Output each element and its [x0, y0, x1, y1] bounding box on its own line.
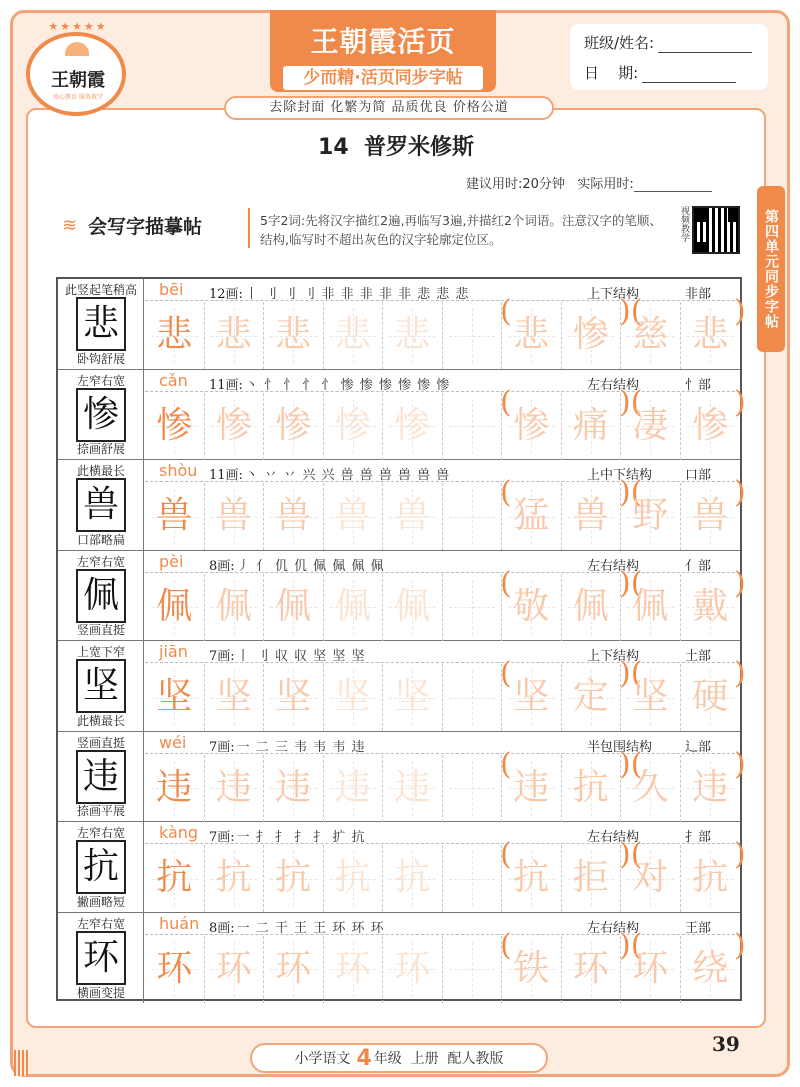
- footer-grade-number: 4: [356, 1045, 372, 1071]
- writing-cell-outline[interactable]: 兽: [324, 483, 384, 550]
- writing-tip-bottom: 横画变提: [76, 986, 125, 1000]
- writing-cell-trace[interactable]: 违: [205, 755, 265, 822]
- writing-cell-solid[interactable]: 违: [145, 755, 205, 822]
- writing-cells: [145, 936, 740, 1003]
- stroke-count: 12画:: [209, 287, 243, 302]
- writing-cell-outline[interactable]: 兽: [383, 483, 443, 550]
- word-cell[interactable]: 违: [502, 755, 562, 822]
- wave-icon: ≋: [62, 214, 78, 236]
- writing-cell-outline[interactable]: 佩: [383, 574, 443, 641]
- writing-cell-outline[interactable]: 抗: [324, 845, 384, 912]
- word-cell[interactable]: 佩: [621, 574, 681, 641]
- char-structure: 左右结构: [587, 377, 640, 393]
- footer-grade-suffix: 年级 上册 配人教版: [373, 1051, 504, 1067]
- char-info-line: [145, 822, 740, 844]
- stroke-info: [209, 555, 385, 574]
- word-cell[interactable]: 凄: [621, 393, 681, 460]
- paren-close: ): [734, 927, 746, 963]
- paren-mid: )(: [619, 384, 643, 420]
- word-cell[interactable]: 定: [562, 664, 622, 731]
- page-number: 39: [712, 1032, 740, 1056]
- writing-cell-blank[interactable]: [443, 936, 503, 1003]
- paren-close: ): [734, 565, 746, 601]
- writing-tip-top: 此横最长: [76, 464, 125, 478]
- logo-brand: 王朝霞: [51, 70, 105, 91]
- writing-cells: [145, 755, 740, 822]
- model-char: 违: [82, 755, 119, 797]
- pinyin: cǎn: [159, 370, 188, 390]
- practice-row: [58, 551, 746, 642]
- paren-mid: )(: [619, 294, 643, 329]
- pinyin: huán: [159, 913, 200, 933]
- practice-row: [58, 822, 746, 913]
- writing-cell-outline[interactable]: 惨: [383, 393, 443, 460]
- word-cell[interactable]: 戴: [681, 574, 741, 641]
- word-cell[interactable]: 绕: [681, 936, 741, 1003]
- char-structure: 半包围结构: [587, 739, 653, 755]
- writing-cell-blank[interactable]: [443, 755, 503, 822]
- writing-cell-trace[interactable]: 环: [205, 936, 265, 1003]
- word-cell[interactable]: 慈: [621, 302, 681, 369]
- writing-cell-trace[interactable]: 抗: [205, 845, 265, 912]
- pinyin: pèi: [159, 551, 184, 571]
- writing-cells: [145, 664, 740, 731]
- paren-open: (: [500, 927, 512, 963]
- writing-cell-trace[interactable]: 坚: [264, 664, 324, 731]
- model-char: 抗: [82, 846, 119, 887]
- stroke-sequence: 丶 忄 忄 忄 忄 惨 惨 惨 惨 惨 惨: [244, 377, 451, 393]
- stroke-count: 7画:: [209, 739, 235, 755]
- word-cell[interactable]: 兽: [681, 483, 741, 550]
- writing-cell-trace[interactable]: 惨: [205, 393, 265, 460]
- writing-cell-blank[interactable]: [443, 845, 503, 912]
- paren-open: (: [500, 294, 512, 329]
- writing-tip-bottom: 竖画直挺: [76, 623, 125, 637]
- writing-cell-solid[interactable]: 坚: [145, 664, 205, 731]
- actual-time-field[interactable]: [634, 178, 712, 192]
- practice-row: [58, 913, 746, 1004]
- char-info-line: [145, 641, 740, 663]
- writing-tip-top: 此竖起笔稍高: [64, 283, 137, 297]
- stroke-info: [209, 374, 450, 393]
- section-instructions: 5字2词:先将汉字描红2遍,再临写3遍,并描红2个词语。注意汉字的笔顺、结构,临写时不超出灰色的汉字轮廓定位区。: [260, 213, 662, 247]
- stroke-sequence: 一 二 三 韦 韦 韦 违: [236, 739, 366, 755]
- writing-cell-outline[interactable]: 环: [324, 936, 384, 1003]
- writing-cell-trace[interactable]: 违: [264, 755, 324, 822]
- model-char: 兽: [82, 484, 119, 525]
- char-info-line: [145, 913, 740, 935]
- char-structure: 上下结构: [587, 649, 640, 664]
- model-cell: [58, 460, 144, 550]
- char-info-line: [145, 460, 740, 482]
- date-field[interactable]: [642, 67, 736, 83]
- writing-tip-bottom: 卧钩舒展: [76, 351, 125, 366]
- writing-cell-outline[interactable]: 违: [383, 755, 443, 822]
- paren-open: (: [500, 656, 512, 691]
- writing-cell-outline[interactable]: 坚: [324, 664, 384, 731]
- footer-book-info: [250, 1043, 548, 1073]
- model-char-box: [76, 388, 126, 442]
- pinyin: bēi: [159, 280, 184, 299]
- date-row: [584, 62, 736, 83]
- paren-open: (: [500, 746, 512, 782]
- model-cell: [58, 822, 144, 912]
- writing-cell-blank[interactable]: [443, 393, 503, 460]
- stroke-sequence: 一 扌 扌 扌 扌 扩 抗: [236, 830, 366, 845]
- word-cell[interactable]: 惨: [502, 393, 562, 460]
- qr-code-icon[interactable]: [692, 206, 740, 254]
- writing-cell-blank[interactable]: [443, 664, 503, 731]
- char-info-line: [145, 279, 740, 301]
- writing-tip-top: 竖画直挺: [76, 735, 125, 750]
- class-name-row: [584, 32, 752, 53]
- word-cell[interactable]: 兽: [562, 483, 622, 550]
- stroke-count: 8画:: [209, 920, 235, 936]
- writing-cell-trace[interactable]: 兽: [264, 483, 324, 550]
- writing-cells: [145, 302, 740, 369]
- writing-cell-outline[interactable]: 悲: [324, 302, 384, 369]
- section-header: [62, 212, 202, 239]
- paren-open: (: [500, 565, 512, 601]
- section-divider: [248, 208, 250, 248]
- paren-close: ): [734, 656, 746, 691]
- word-cell[interactable]: 惨: [681, 393, 741, 460]
- writing-cell-outline[interactable]: 抗: [383, 845, 443, 912]
- pinyin: shòu: [159, 461, 198, 480]
- practice-row: [58, 370, 746, 461]
- word-cell[interactable]: 久: [621, 755, 681, 822]
- model-char-box: [76, 478, 126, 532]
- writing-cell-trace[interactable]: 抗: [264, 845, 324, 912]
- writing-cell-trace[interactable]: 兽: [205, 483, 265, 550]
- unit-side-tab: 第四单元同步字帖: [757, 186, 785, 352]
- stroke-count: 8画:: [209, 558, 235, 574]
- model-char-box: [76, 297, 126, 351]
- writing-tip-bottom: 此横最长: [76, 713, 125, 728]
- date-label: 日 期:: [584, 64, 639, 82]
- writing-tip-bottom: 捺画舒展: [76, 442, 125, 456]
- writing-tip-bottom: 撇画略短: [76, 894, 125, 909]
- publisher-logo: [22, 14, 132, 118]
- pinyin: kàng: [159, 823, 199, 842]
- word-cell[interactable]: 坚: [621, 664, 681, 731]
- model-cell: [58, 551, 144, 641]
- writing-cells: [145, 845, 740, 912]
- qr-label: 视频教学: [679, 206, 689, 242]
- word-cell[interactable]: 环: [562, 936, 622, 1003]
- writing-cell-trace[interactable]: 环: [264, 936, 324, 1003]
- writing-tip-top: 左窄右宽: [76, 373, 125, 388]
- model-char: 佩: [82, 574, 119, 616]
- char-radical: 非部: [685, 287, 712, 302]
- char-radical: 王部: [685, 920, 712, 936]
- word-cell[interactable]: 环: [621, 936, 681, 1003]
- paren-open: (: [500, 475, 512, 510]
- pinyin: jiān: [159, 642, 188, 661]
- stroke-count: 11画:: [209, 468, 243, 483]
- word-cell[interactable]: 对: [621, 845, 681, 912]
- name-date-box: [570, 24, 768, 90]
- qr-block[interactable]: [672, 206, 742, 262]
- char-structure: 左右结构: [587, 830, 640, 845]
- paren-close: ): [734, 384, 746, 420]
- writing-cell-solid[interactable]: 佩: [145, 574, 205, 641]
- model-char-box: [76, 569, 126, 623]
- writing-tip-top: 左窄右宽: [76, 916, 125, 931]
- banner-title: 王朝霞活页: [310, 25, 456, 58]
- practice-grid: [56, 277, 746, 1001]
- char-radical: 辶部: [685, 739, 712, 755]
- char-info-line: [145, 551, 740, 573]
- footer-stripe: [14, 1050, 28, 1076]
- char-radical: 土部: [685, 649, 712, 664]
- paren-mid: )(: [619, 746, 643, 782]
- writing-cells: [145, 483, 740, 550]
- word-cell[interactable]: 抗: [502, 845, 562, 912]
- writing-cell-trace[interactable]: 悲: [205, 302, 265, 369]
- word-cell[interactable]: 猛: [502, 483, 562, 550]
- model-cell: [58, 370, 144, 460]
- model-cell: [58, 641, 144, 731]
- writing-cell-outline[interactable]: 环: [383, 936, 443, 1003]
- footer-subject: 小学语文: [294, 1051, 351, 1067]
- writing-cell-outline[interactable]: 悲: [383, 302, 443, 369]
- paren-mid: )(: [619, 565, 643, 601]
- paren-open: (: [500, 384, 512, 420]
- stroke-info: [209, 736, 365, 755]
- word-cell[interactable]: 佩: [562, 574, 622, 641]
- char-radical: 扌部: [685, 830, 712, 845]
- char-info-line: [145, 370, 740, 392]
- word-cell[interactable]: 违: [681, 755, 741, 822]
- word-cell[interactable]: 铁: [502, 936, 562, 1003]
- writing-cell-trace[interactable]: 佩: [205, 574, 265, 641]
- logo-slogan: 用心教育 服务教学: [53, 94, 103, 101]
- word-cell[interactable]: 坚: [502, 664, 562, 731]
- writing-tip-top: 上宽下窄: [76, 645, 125, 659]
- writing-tip-bottom: 捺画平展: [76, 804, 125, 818]
- char-structure: 左右结构: [587, 558, 640, 574]
- writing-cell-blank[interactable]: [443, 574, 503, 641]
- paren-mid: )(: [619, 475, 643, 510]
- writing-cells: [145, 393, 740, 460]
- char-radical: 亻部: [685, 558, 712, 574]
- word-cell[interactable]: 抗: [562, 755, 622, 822]
- paren-mid: )(: [619, 927, 643, 963]
- char-structure: 上中下结构: [587, 468, 653, 483]
- word-cell[interactable]: 痛: [562, 393, 622, 460]
- time-row: [466, 173, 712, 192]
- writing-cell-blank[interactable]: [443, 483, 503, 550]
- model-char: 坚: [82, 665, 119, 706]
- model-cell: [58, 732, 144, 822]
- writing-cell-outline[interactable]: 坚: [383, 664, 443, 731]
- model-char: 悲: [82, 303, 119, 344]
- writing-cell-solid[interactable]: 环: [145, 936, 205, 1003]
- stroke-sequence: 丶 丷 丷 兴 兴 兽 兽 兽 兽 兽 兽: [244, 468, 451, 483]
- class-name-label: 班级/姓名:: [584, 34, 655, 52]
- word-cell[interactable]: 野: [621, 483, 681, 550]
- writing-tip-top: 左窄右宽: [76, 554, 125, 569]
- model-char-box: [76, 750, 126, 804]
- writing-cell-trace[interactable]: 佩: [264, 574, 324, 641]
- writing-cell-solid[interactable]: 抗: [145, 845, 205, 912]
- writing-cell-outline[interactable]: 佩: [324, 574, 384, 641]
- word-cell[interactable]: 悲: [502, 302, 562, 369]
- banner-subtitle: 少而精·活页同步字帖: [283, 66, 483, 90]
- stroke-sequence: 一 二 干 王 王 环 环 环: [236, 920, 385, 936]
- stroke-count: 7画:: [209, 649, 235, 664]
- practice-row: [58, 460, 746, 551]
- writing-cells: [145, 574, 740, 641]
- paren-close: ): [734, 294, 746, 329]
- model-char-box: [76, 659, 126, 713]
- paren-close: ): [734, 746, 746, 782]
- char-radical: 口部: [685, 468, 712, 483]
- practice-row: [58, 641, 746, 732]
- writing-tip-bottom: 口部略扁: [76, 532, 125, 547]
- char-radical: 忄部: [685, 377, 712, 393]
- model-cell: [58, 913, 144, 1004]
- stroke-sequence: 丿 亻 仉 仉 佩 佩 佩 佩: [236, 558, 385, 574]
- time-label: 建议用时:20分钟 实际用时:: [466, 177, 634, 192]
- word-cell[interactable]: 惨: [562, 302, 622, 369]
- word-cell[interactable]: 抗: [681, 845, 741, 912]
- writing-cell-trace[interactable]: 坚: [205, 664, 265, 731]
- writing-cell-outline[interactable]: 惨: [324, 393, 384, 460]
- char-structure: 上下结构: [587, 287, 640, 302]
- writing-tip-top: 左窄右宽: [76, 826, 125, 840]
- stroke-count: 7画:: [209, 830, 235, 845]
- writing-cell-blank[interactable]: [443, 302, 503, 369]
- writing-cell-outline[interactable]: 违: [324, 755, 384, 822]
- model-char: 环: [82, 936, 119, 978]
- word-cell[interactable]: 悲: [681, 302, 741, 369]
- writing-cell-solid[interactable]: 兽: [145, 483, 205, 550]
- stroke-info: [209, 826, 365, 845]
- logo-stars-icon: ★★★★★: [48, 20, 108, 33]
- writing-cell-solid[interactable]: 惨: [145, 393, 205, 460]
- model-cell: [58, 279, 144, 369]
- stroke-info: [209, 283, 469, 302]
- char-structure: 左右结构: [587, 920, 640, 936]
- header-banner: [270, 10, 496, 92]
- stroke-info: [209, 464, 450, 483]
- paren-mid: )(: [619, 837, 643, 872]
- model-char-box: [76, 840, 126, 894]
- header-slogan: 去除封面 化繁为简 品质优良 价格公道: [224, 96, 554, 120]
- word-cell[interactable]: 硬: [681, 664, 741, 731]
- word-cell[interactable]: 敬: [502, 574, 562, 641]
- model-char-box: [76, 931, 126, 985]
- stroke-sequence: 丨 刂 刂 刂 非 非 非 非 非 悲 悲 悲: [244, 287, 470, 302]
- pinyin: wéi: [159, 732, 187, 752]
- paren-close: ): [734, 475, 746, 510]
- writing-cell-trace[interactable]: 惨: [264, 393, 324, 460]
- section-title: 会写字描摹帖: [88, 216, 203, 238]
- writing-cell-trace[interactable]: 悲: [264, 302, 324, 369]
- practice-row: [58, 732, 746, 823]
- model-char: 惨: [82, 393, 119, 435]
- stroke-sequence: 丨 刂 収 収 坚 坚 坚: [236, 649, 366, 664]
- stroke-info: [209, 645, 365, 664]
- word-cell[interactable]: 拒: [562, 845, 622, 912]
- char-info-line: [145, 732, 740, 754]
- paren-open: (: [500, 837, 512, 872]
- practice-row: [58, 279, 746, 370]
- stroke-count: 11画:: [209, 377, 243, 393]
- writing-cell-solid[interactable]: 悲: [145, 302, 205, 369]
- paren-close: ): [734, 837, 746, 872]
- stroke-info: [209, 917, 385, 936]
- paren-mid: )(: [619, 656, 643, 691]
- lesson-title: 14 普罗米修斯: [318, 135, 474, 160]
- class-name-field[interactable]: [658, 37, 752, 53]
